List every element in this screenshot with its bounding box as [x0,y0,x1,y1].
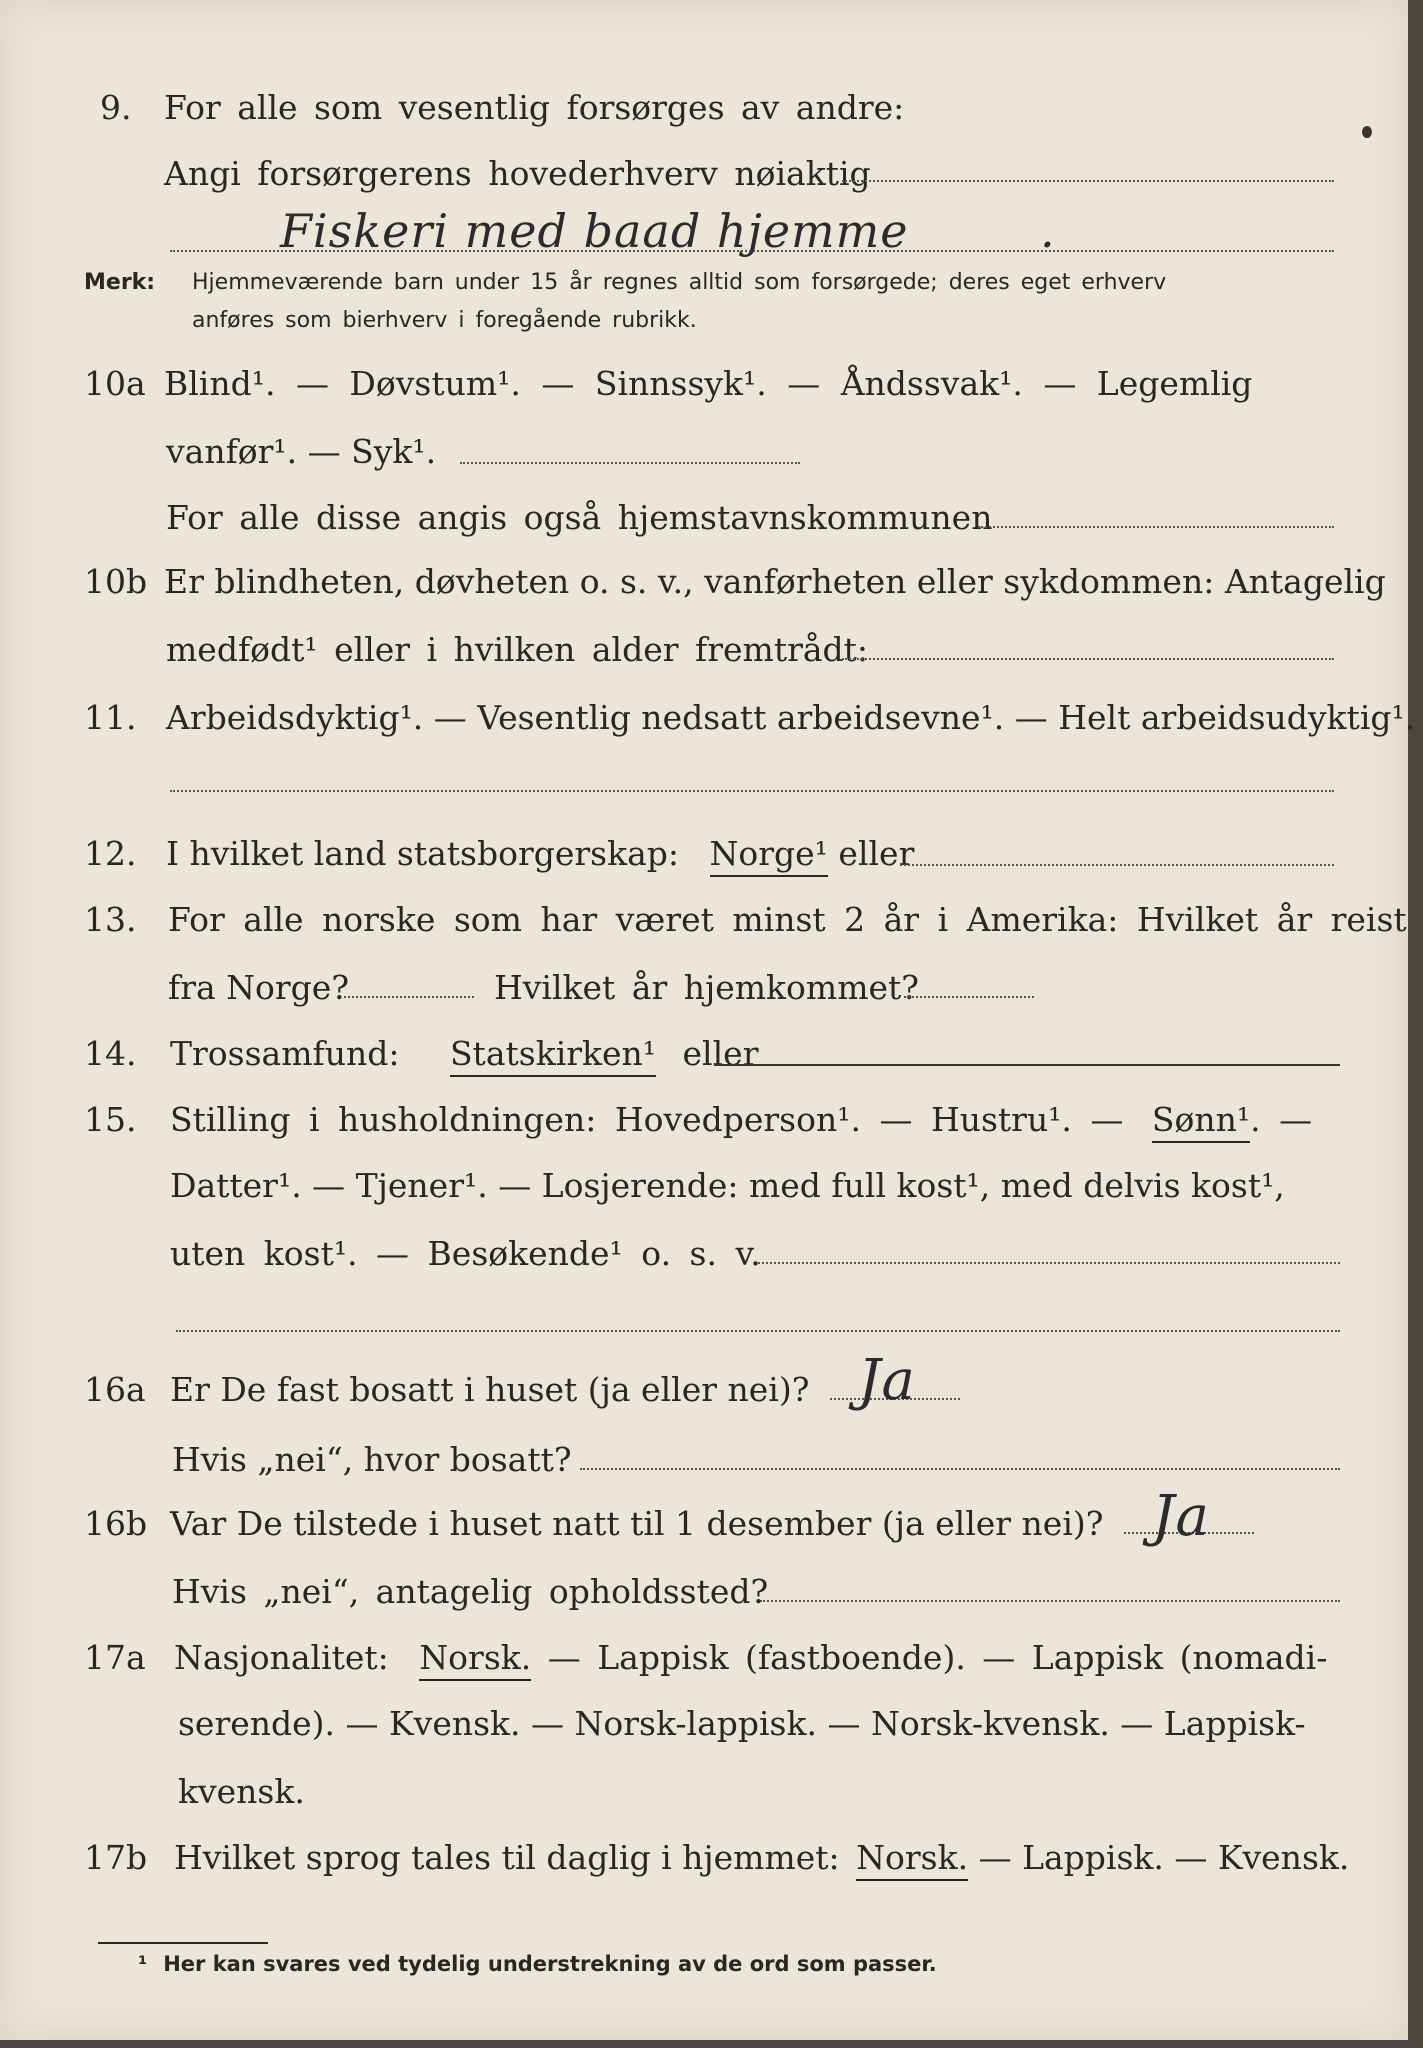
handwritten-answer-end: . [1040,204,1056,258]
answer-line [714,1064,1340,1066]
question-text: Hvis „nei“, hvor bosatt? [172,1440,572,1479]
answer-dotted-line [978,526,1334,528]
q17b-suffix: — Lappisk. — Kvensk. [978,1838,1350,1877]
question-text: serende). — Kvensk. — Norsk-lappisk. — Norsk-kvensk. — Lappisk- [178,1704,1306,1743]
question-number: 17a [84,1638,146,1677]
footnote [98,1948,937,1980]
question-17a-line3 [0,1772,1408,1832]
q15-suffix: . — [1250,1100,1313,1139]
q15-prefix: Stilling i husholdningen: Hovedperson¹. — Hustru¹. — [170,1100,1124,1139]
question-text: Arbeidsdyktig¹. — Vesentlig nedsatt arbeidsevne¹. — Helt arbeidsudyktig¹. [166,698,1416,737]
q14-suffix: eller [682,1034,759,1073]
question-text: Hvilket år hjemkommet? [494,968,919,1007]
question-15-line2 [0,1166,1408,1226]
question-text: Er De fast bosatt i huset (ja eller nei)? [170,1370,810,1409]
q12-suffix: eller [838,834,915,873]
question-13-line2 [0,968,1408,1028]
question-number: 10b [84,562,148,601]
answer-dotted-line [842,658,1334,660]
question-number: 16a [84,1370,146,1409]
answer-dotted-line [176,1330,1340,1332]
question-text: Blind¹. — Døvstum¹. — Sinnssyk¹. — Åndssvak¹. — Legemlig [164,364,1253,403]
question-16a [0,1348,1408,1430]
q12-prefix: I hvilket land statsborgerskap: [166,834,680,873]
question-number: 15. [84,1100,137,1139]
question-17a-line2 [0,1704,1408,1764]
question-text [166,834,914,874]
question-text [174,1838,1349,1878]
question-number: 16b [84,1504,148,1543]
note-label: Merk: [84,270,156,295]
question-10a-line2 [0,432,1408,492]
question-text: Var De tilstede i huset natt til 1 desember (ja eller nei)? [170,1504,1104,1543]
question-text: medfødt¹ eller i hvilken alder fremtrådt: [166,630,869,669]
question-15 [0,1100,1408,1160]
question-9-answer-line[interactable] [0,204,1408,272]
question-17b [0,1838,1408,1898]
question-10b [0,562,1408,622]
question-number: 9. [100,88,132,127]
footnote-rule [98,1942,268,1944]
question-14 [0,1034,1408,1094]
answer-dotted-line [170,250,1334,252]
answer-dotted-line [842,180,1334,182]
question-text: kvensk. [178,1772,305,1811]
underlined-answer: Norsk. [856,1838,968,1881]
question-text: Hvis „nei“, antagelig opholdssted? [172,1572,769,1611]
note-text: Hjemmeværende barn under 15 år regnes alltid som forsørgede; deres eget erhverv [192,270,1167,295]
answer-dotted-line [904,996,1034,998]
q17a-suffix: — Lappisk (fastboende). — Lappisk (nomadi- [547,1638,1328,1677]
question-13 [0,900,1408,960]
question-number: 13. [84,900,137,939]
question-10b-line2 [0,630,1408,690]
q17b-prefix: Hvilket sprog tales til daglig i hjemmet: [174,1838,840,1877]
question-17a [0,1638,1408,1698]
question-text [170,1034,758,1074]
footnote-text: Her kan svares ved tydelig understrekning av de ord som passer. [163,1952,937,1976]
question-10a [0,364,1408,424]
answer-dotted-line [170,790,1334,792]
question-16b [0,1484,1408,1564]
question-number: 10a [84,364,146,403]
underlined-answer: Norsk. [419,1638,531,1681]
underlined-answer: Statskirken¹ [450,1034,656,1077]
question-text: uten kost¹. — Besøkende¹ o. s. v. [170,1234,761,1273]
question-number: 17b [84,1838,148,1877]
answer-dotted-line [460,462,800,464]
note-text: anføres som bierhverv i foregående rubrikk. [192,308,697,333]
question-number: 11. [84,698,137,737]
answer-dotted-line [758,1262,1340,1264]
answer-dotted-line [580,1468,1340,1470]
question-text: Angi forsørgerens hovederhverv nøiaktig [164,154,871,193]
question-16b-line2 [0,1572,1408,1632]
question-number: 12. [84,834,137,873]
q17a-prefix: Nasjonalitet: [174,1638,389,1677]
question-10a-line3 [0,498,1408,558]
underlined-answer: Norge¹ [710,834,828,877]
answer-dotted-line [900,864,1334,866]
question-text: For alle disse angis også hjemstavnskommunen [166,498,993,537]
q14-prefix: Trossamfund: [170,1034,400,1073]
handwritten-answer: Ja [1152,1484,1210,1549]
question-text: vanfør¹. — Syk¹. [166,432,437,471]
handwritten-answer: Ja [858,1348,916,1413]
question-number: 14. [84,1034,137,1073]
answer-dotted-line [760,1600,1340,1602]
answer-dotted-line [344,996,474,998]
question-text [174,1638,1327,1678]
question-text [170,1100,1312,1140]
question-9 [0,88,1408,148]
question-text: Er blindheten, døvheten o. s. v., vanførheten eller sykdommen: Antagelig [164,562,1386,601]
question-11 [0,698,1416,758]
question-text: Datter¹. — Tjener¹. — Losjerende: med full kost¹, med delvis kost¹, [170,1166,1285,1205]
question-text: For alle norske som har været minst 2 år i Amerika: Hvilket år reist [168,900,1407,939]
question-text: For alle som vesentlig forsørges av andre: [164,88,905,127]
question-text: fra Norge? [168,968,350,1007]
underlined-answer: Sønn¹ [1152,1100,1250,1143]
handwritten-answer: Fiskeri med baad hjemme [280,204,909,258]
question-12 [0,834,1408,894]
footnote-mark: ¹ [138,1952,148,1976]
question-15-line3 [0,1234,1408,1294]
